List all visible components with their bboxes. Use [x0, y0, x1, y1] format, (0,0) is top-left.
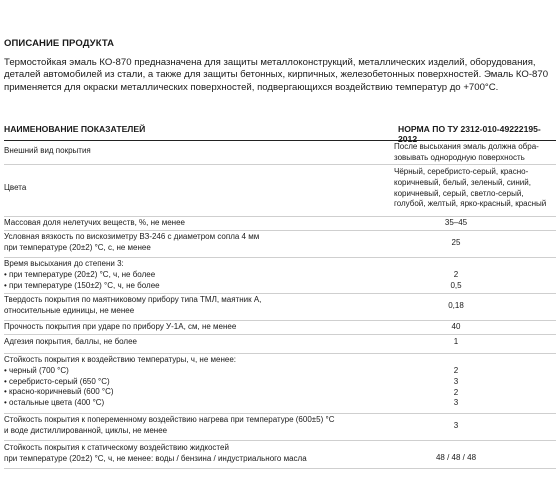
table-row	[4, 216, 556, 231]
norm-value-line: 0,5	[450, 280, 462, 290]
description-text	[4, 57, 552, 94]
norm-value-line: 35–45	[444, 218, 468, 227]
parameter-name	[4, 443, 384, 465]
table-row	[4, 334, 556, 354]
norm-value-line: 48 / 48 / 48	[435, 453, 477, 462]
description-line: Термостойкая эмаль КО-870 предназначена для защиты металлоконструкций, металлических изделий, оборудования,	[4, 57, 536, 68]
parameter-name-line: Прочность покрытия при ударе по прибору У-1А, см, не менее	[4, 322, 237, 331]
table-row	[4, 257, 556, 294]
parameter-name	[4, 355, 384, 409]
norm-value	[394, 238, 518, 249]
norm-value	[394, 301, 518, 312]
parameter-name-line: Внешний вид покрытия	[4, 146, 91, 155]
norm-value-line: После высыхания эмаль должна обра-	[394, 142, 539, 151]
description-title: ОПИСАНИЕ ПРОДУКТА	[4, 38, 115, 49]
table-row	[4, 164, 556, 217]
parameter-name-line: Адгезия покрытия, баллы, не более	[4, 337, 137, 346]
norm-value-line: 1	[453, 337, 459, 346]
norm-value-line: 2	[453, 387, 459, 397]
norm-value-line: коричневый, серый, светло-серый,	[394, 188, 524, 198]
table-row	[4, 440, 556, 469]
parameter-name-line: Условная вязкость по вискозиметру ВЗ-246 с диаметром сопла 4 мм	[4, 232, 260, 241]
parameter-name	[4, 415, 384, 437]
parameter-name-line: • черный (700 °С)	[4, 365, 69, 375]
norm-value-line: 3	[453, 421, 459, 430]
parameter-name	[4, 218, 384, 229]
header-norm: НОРМА ПО ТУ 2312-010-49222195-2012	[398, 124, 541, 144]
norm-value-line: 0,18	[448, 301, 464, 310]
norm-value-line: 2	[453, 366, 459, 375]
parameter-name-line: при температуре (20±2) °С, ч, не менее: воды / бензина / индустриального масла	[4, 453, 307, 463]
parameter-name	[4, 183, 384, 194]
parameter-name-line: Стойкость покрытия к воздействию температуры, ч, не менее:	[4, 355, 236, 364]
norm-value-line: зовывать однородную поверхность	[394, 152, 525, 162]
parameter-name	[4, 232, 384, 254]
parameter-name-line: • при температуре (20±2) °С, ч, не более	[4, 269, 156, 279]
parameter-name-line: Цвета	[4, 183, 27, 192]
parameter-name-line: Массовая доля нелетучих веществ, %, не менее	[4, 218, 185, 227]
description-line: применяется для окраски металлических поверхностей, подвергающихся воздействию температур до +700°С.	[4, 81, 499, 93]
norm-value	[394, 218, 518, 229]
norm-value-line: 3	[453, 398, 459, 408]
norm-value	[394, 142, 556, 164]
norm-value	[394, 270, 518, 292]
parameter-name	[4, 295, 384, 317]
table-row	[4, 230, 556, 258]
table-row	[4, 320, 556, 335]
parameter-name-line: • красно-коричневый (600 °С)	[4, 387, 114, 397]
table-row	[4, 353, 556, 414]
parameter-name-line: при температуре (20±2) °С, с, не менее	[4, 242, 151, 252]
description-line: деталей автомобилей из стали, а также для защиты бетонных, кирпичных, железобетонных поверхностей. Эмаль КО-870	[4, 69, 549, 81]
parameter-name-line: относительные единицы, не менее	[4, 305, 135, 315]
parameter-name	[4, 259, 384, 291]
parameter-name-line: • при температуре (150±2) °С, ч, не более	[4, 280, 160, 290]
norm-value	[394, 337, 518, 348]
norm-value	[394, 421, 518, 432]
table-row	[4, 413, 556, 441]
parameter-name-line: • серебристо-серый (650 °С)	[4, 376, 110, 386]
parameter-name	[4, 146, 384, 157]
norm-value	[394, 366, 518, 409]
norm-value	[394, 322, 518, 333]
table-row	[4, 142, 556, 165]
parameter-name-line: Стойкость покрытия к попеременному воздействию нагрева при температуре (600±5) °С	[4, 415, 335, 424]
norm-value-line: 25	[451, 238, 461, 247]
norm-value-line: Чёрный, серебристо-серый, красно-	[394, 167, 529, 176]
parameter-name	[4, 337, 384, 348]
parameter-name-line: • остальные цвета (400 °С)	[4, 398, 105, 408]
norm-value-line: коричневый, белый, зеленый, синий,	[394, 177, 531, 187]
parameter-name-line: и воде дистиллированной, циклы, не менее	[4, 425, 168, 435]
norm-value-line: 40	[451, 322, 461, 331]
parameter-name-line: Время высыхания до степени 3:	[4, 259, 124, 268]
norm-value	[394, 167, 556, 210]
norm-value-line: голубой, желтый, ярко-красный, красный	[394, 199, 547, 209]
parameter-name-line: Стойкость покрытия к статическому воздействию жидкостей	[4, 443, 229, 452]
parameter-name-line: Твердость покрытия по маятниковому прибору типа ТМЛ, маятник А,	[4, 295, 262, 304]
norm-value-line: 3	[453, 376, 459, 386]
norm-value-line: 2	[453, 270, 459, 279]
header-parameters: НАИМЕНОВАНИЕ ПОКАЗАТЕЛЕЙ	[4, 124, 146, 134]
table-header	[4, 124, 556, 144]
norm-value	[394, 453, 518, 464]
parameter-name	[4, 322, 384, 333]
table-row	[4, 293, 556, 321]
